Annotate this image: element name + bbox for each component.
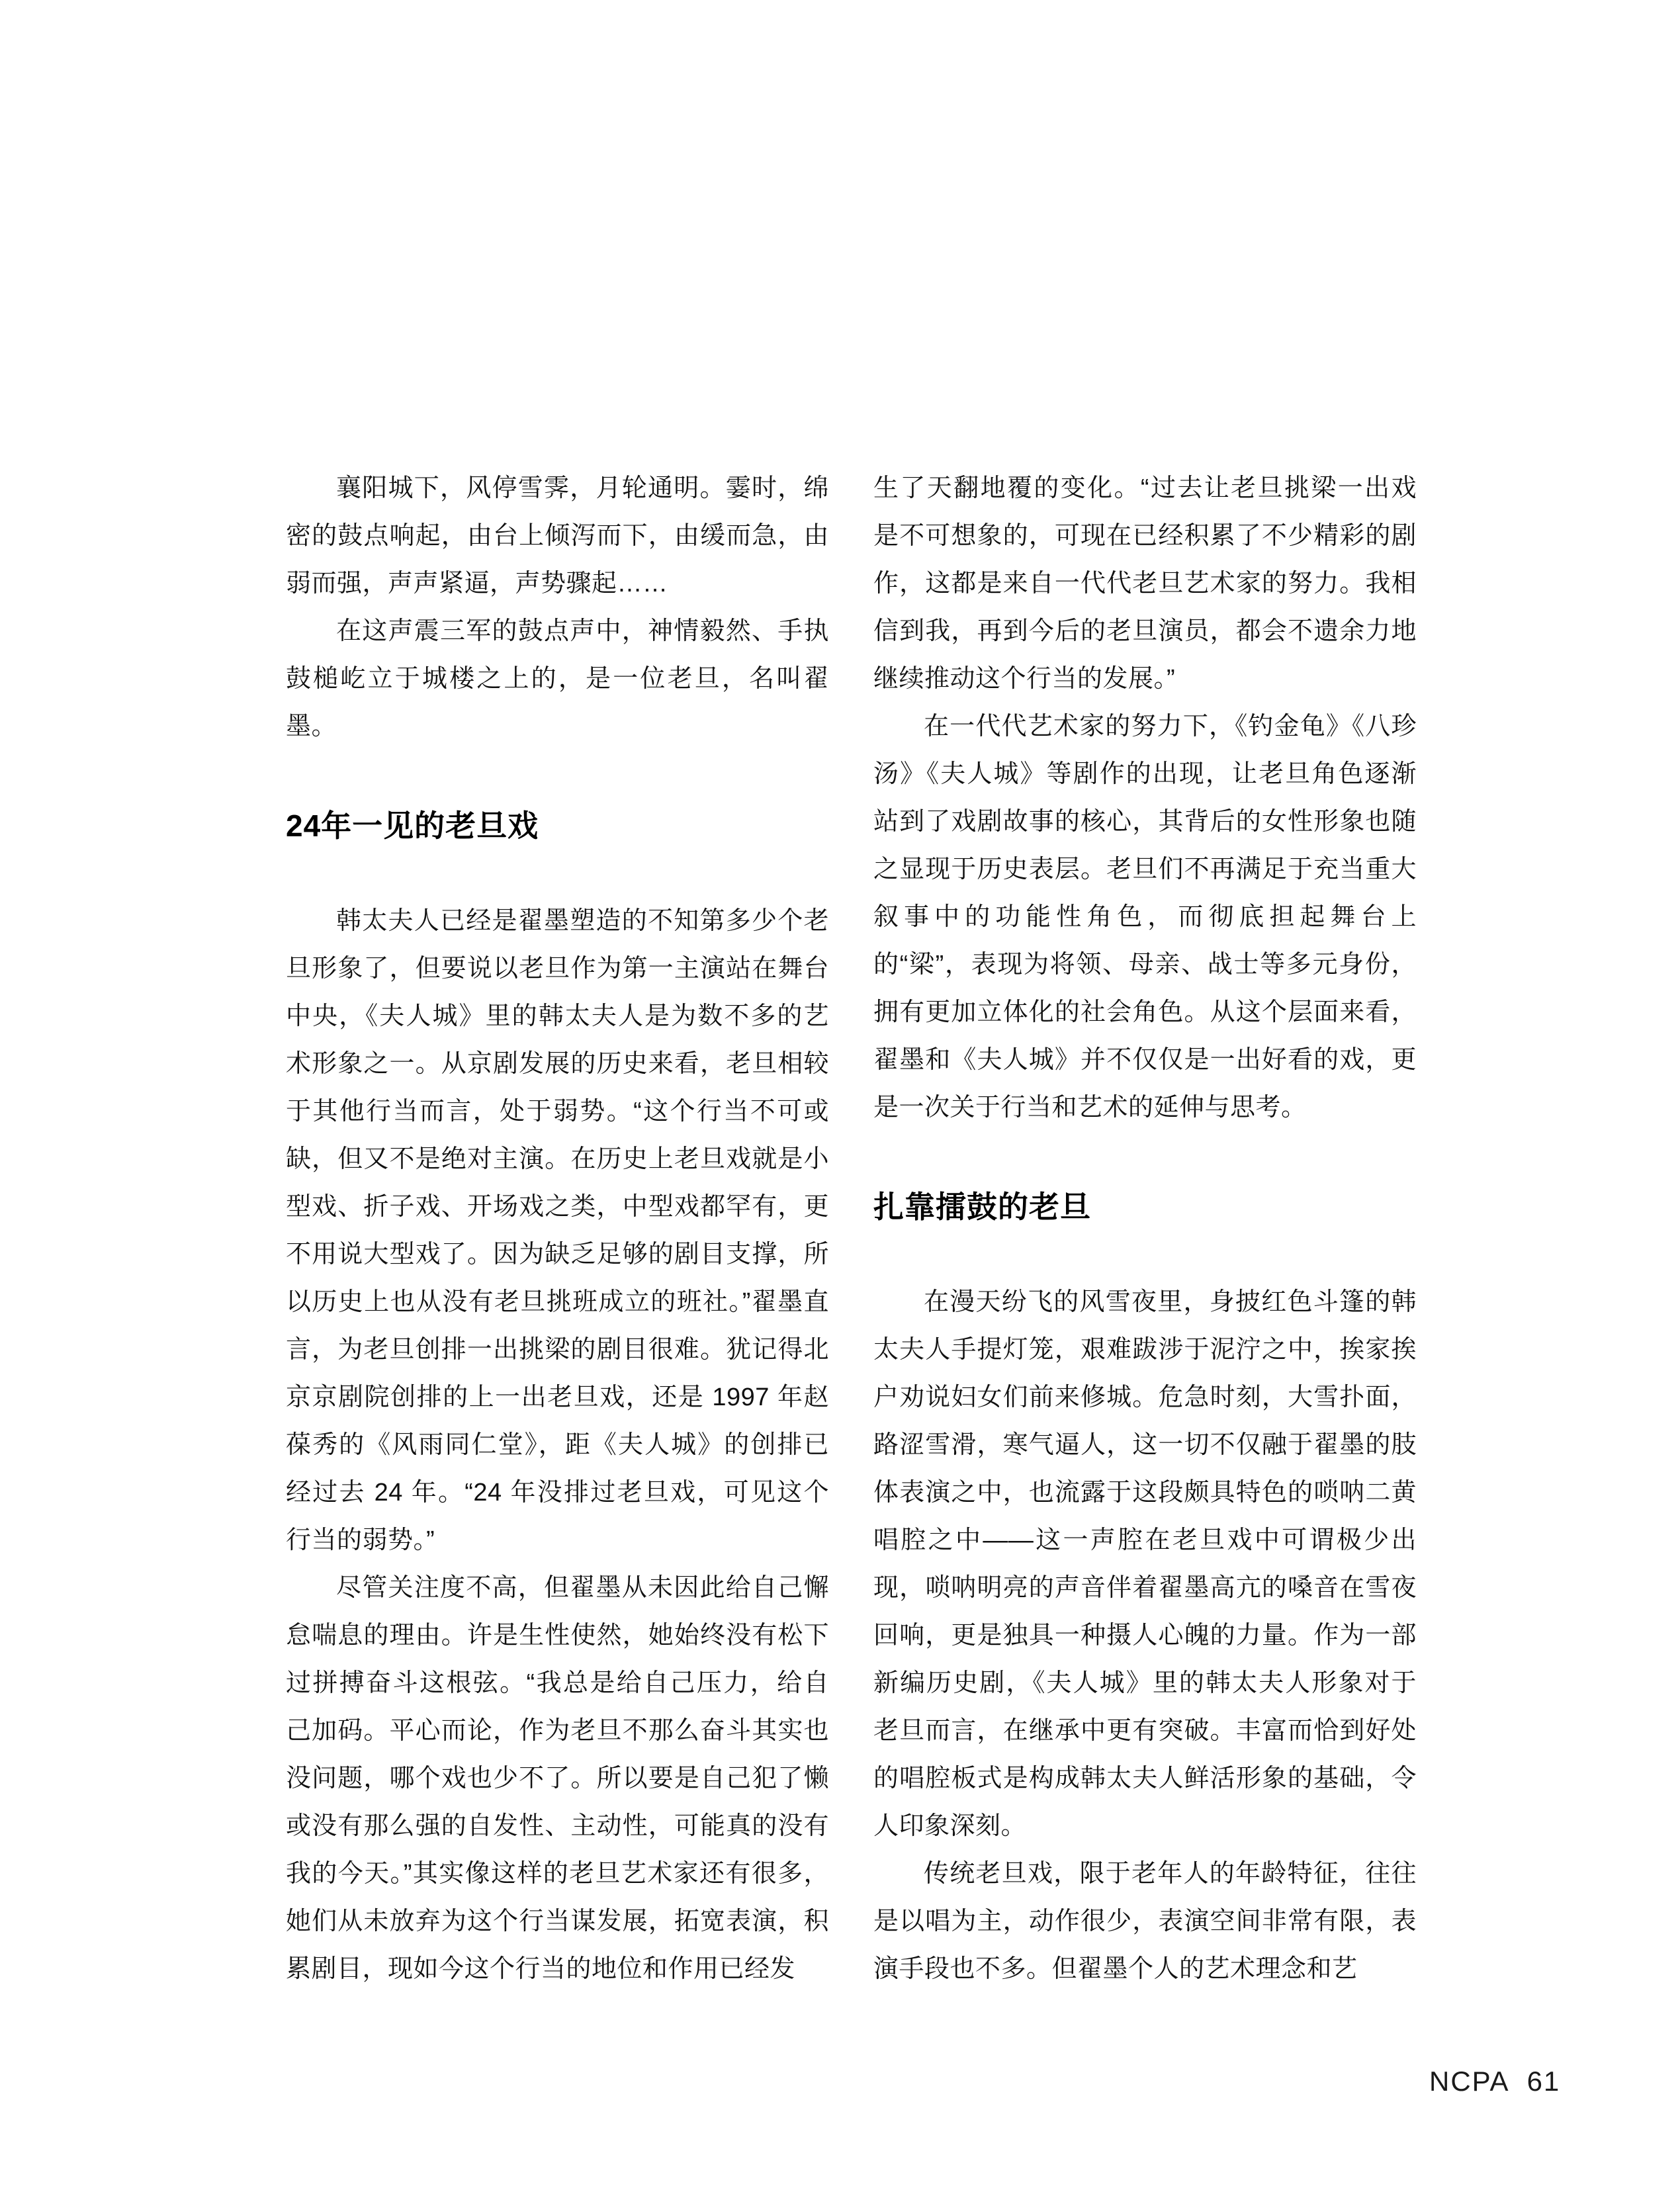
paragraph: 韩太夫人已经是翟墨塑造的不知第多少个老旦形象了，但要说以老旦作为第一主演站在舞台中央，《夫人城》里的韩太夫人是为数不多的艺术形象之一。从京剧发展的历史来看，老旦相较于其他行当而言，处于弱势。“这个行当不可或缺，但又不是绝对主演。在历史上老旦戏就是小型戏、折子戏、开场戏之类，中型戏都罕有，更不用说大型戏了。因为缺乏足够的剧目支撑，所以历史上也从没有老旦挑班成立的班社。”翟墨直言，为老旦创排一出挑梁的剧目很难。犹记得北京京剧院创排的上一出老旦戏，还是 1997 年赵葆秀的《风雨同仁堂》，距《夫人城》的创排已经过去 24 年。“24 年没排过老旦戏，可见这个行当的弱势。” (286, 907, 829, 1554)
paragraph: 襄阳城下，风停雪霁，月轮通明。霎时，绵密的鼓点响起，由台上倾泻而下，由缓而急，由弱而强，声声紧逼，声势骤起…… (286, 474, 829, 597)
section-heading-laodan-play: 24年一见的老旦戏 (286, 809, 539, 843)
page-number: 61 (1526, 2066, 1561, 2097)
journal-brand: NCPA (1429, 2066, 1510, 2097)
left-column (286, 464, 829, 1993)
page-footer (1429, 2066, 1560, 2097)
paragraph-continuation: 生了天翻地覆的变化。“过去让老旦挑梁一出戏是不可想象的，可现在已经积累了不少精彩的剧作，这都是来自一代代老旦艺术家的努力。我相信到我，再到今后的老旦演员，都会不遗余力地继续推动这个行当的发展。” (873, 474, 1417, 693)
section-heading-drum-laodan: 扎靠擂鼓的老旦 (873, 1190, 1091, 1224)
paragraph: 在漫天纷飞的风雪夜里，身披红色斗篷的韩太夫人手提灯笼，艰难跋涉于泥泞之中，挨家挨户劝说妇女们前来修城。危急时刻，大雪扑面，路涩雪滑，寒气逼人，这一切不仅融于翟墨的肢体表演之中，也流露于这段颇具特色的唢呐二黄唱腔之中——这一声腔在老旦戏中可谓极少出现，唢呐明亮的声音伴着翟墨高亢的嗓音在雪夜回响，更是独具一种摄人心魄的力量。作为一部新编历史剧，《夫人城》里的韩太夫人形象对于老旦而言，在继承中更有突破。丰富而恰到好处的唱腔板式是构成韩太夫人鲜活形象的基础，令人印象深刻。 (873, 1288, 1417, 1840)
paragraph: 传统老旦戏，限于老年人的年龄特征，往往是以唱为主，动作很少，表演空间非常有限，表演手段也不多。但翟墨个人的艺术理念和艺 (873, 1860, 1417, 1983)
paragraph: 在一代代艺术家的努力下，《钓金龟》《八珍汤》《夫人城》等剧作的出现，让老旦角色逐渐站到了戏剧故事的核心，其背后的女性形象也随之显现于历史表层。老旦们不再满足于充当重大叙事中的功能性角色，而彻底担起舞台上的“梁”，表现为将领、母亲、战士等多元身份，拥有更加立体化的社会角色。从这个层面来看，翟墨和《夫人城》并不仅仅是一出好看的戏，更是一次关于行当和艺术的延伸与思考。 (873, 713, 1417, 1121)
right-column (873, 464, 1417, 1993)
paragraph: 尽管关注度不高，但翟墨从未因此给自己懈怠喘息的理由。许是生性使然，她始终没有松下过拼搏奋斗这根弦。“我总是给自己压力，给自己加码。平心而论，作为老旦不那么奋斗其实也没问题，哪个戏也少不了。所以要是自己犯了懒或没有那么强的自发性、主动性，可能真的没有我的今天。”其实像这样的老旦艺术家还有很多，她们从未放弃为这个行当谋发展，拓宽表演，积累剧目，现如今这个行当的地位和作用已经发 (286, 1574, 829, 1983)
paragraph: 在这声震三军的鼓点声中，神情毅然、手执鼓槌屹立于城楼之上的，是一位老旦，名叫翟墨。 (286, 617, 829, 740)
